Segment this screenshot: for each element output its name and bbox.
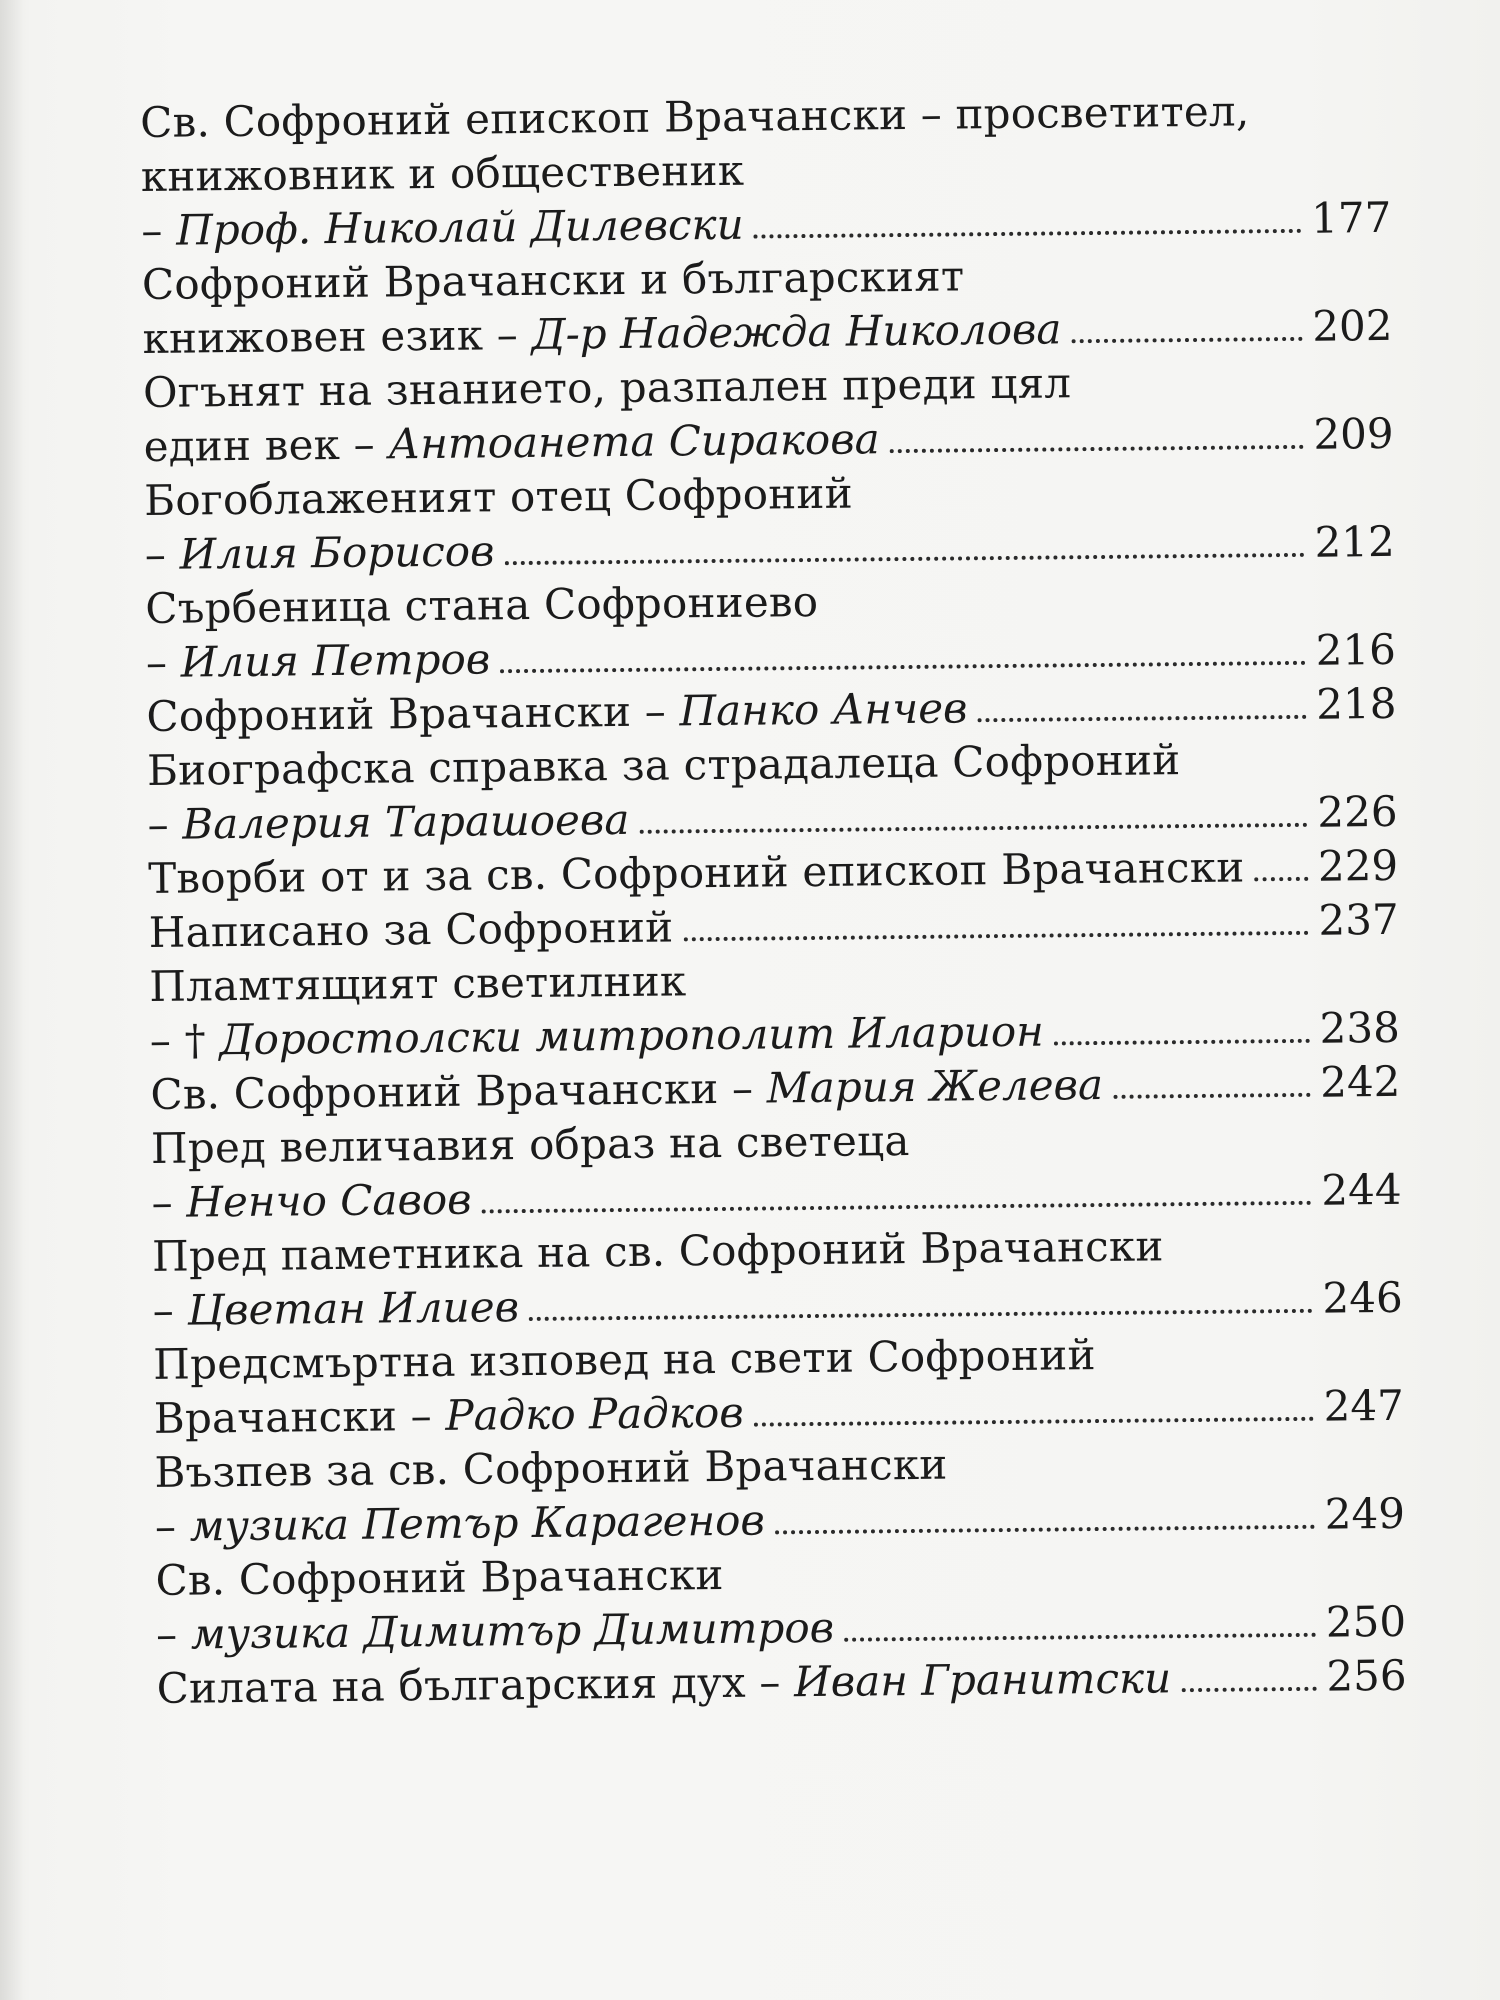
toc-dot-leader: [1054, 1039, 1310, 1046]
toc-entry-title-tail: –: [154, 1501, 191, 1551]
toc-entry-author: Д-р Надежда Николова: [531, 304, 1062, 359]
toc-dot-leader: [505, 553, 1305, 565]
toc-entry-author: Панко Анчев: [679, 683, 968, 736]
toc-entry-title: Св. Софроний Врачански: [155, 1549, 724, 1605]
toc-dot-leader: [1181, 1687, 1316, 1692]
toc-entry-title-tail: Творби от и за св. Софроний епископ Врачански: [147, 842, 1245, 903]
toc-dot-leader: [1113, 1093, 1310, 1099]
toc-page-number[interactable]: 246: [1322, 1272, 1403, 1323]
toc-entry-author: Цветан Илиев: [187, 1282, 520, 1335]
toc-entry: [147, 731, 1398, 852]
toc-entry: [142, 245, 1393, 366]
toc-entry-title-tail: –: [151, 1177, 187, 1227]
table-of-contents: [140, 83, 1407, 1716]
toc-entry-title-tail: книжовен език –: [142, 309, 532, 363]
toc-dot-leader: [1254, 877, 1308, 882]
toc-entry-author: Илия Петров: [180, 634, 491, 687]
toc-entry-title: Биографска справка за страдалеца Софроний: [146, 735, 1181, 795]
toc-page-number[interactable]: 218: [1316, 678, 1397, 729]
toc-entry-author: Доростолски митрополит Иларион: [219, 1006, 1045, 1065]
toc-dot-leader: [754, 229, 1302, 239]
toc-entry-title: Огънят на знанието, разпален преди цял: [142, 358, 1072, 417]
toc-page-number[interactable]: 209: [1313, 408, 1394, 459]
toc-page-number[interactable]: 216: [1315, 624, 1397, 675]
toc-page-number[interactable]: 250: [1325, 1596, 1407, 1647]
toc-dot-leader: [890, 445, 1304, 453]
toc-dot-leader: [529, 1309, 1313, 1321]
toc-dot-leader: [683, 931, 1308, 942]
toc-page-number[interactable]: 247: [1323, 1380, 1405, 1431]
toc-page-number[interactable]: 202: [1312, 300, 1393, 351]
toc-page-number[interactable]: 242: [1319, 1056, 1401, 1107]
toc-page-number[interactable]: 229: [1317, 840, 1399, 891]
toc-entry-title: Предсмъртна изповед на свети Софроний: [153, 1330, 1096, 1389]
toc-entry-title-tail: Софроний Врачански –: [146, 686, 680, 741]
toc-page-number[interactable]: 244: [1321, 1164, 1402, 1215]
toc-entry: [151, 1109, 1402, 1230]
toc-dot-leader: [754, 1417, 1314, 1427]
toc-entry-author: Илия Борисов: [179, 526, 495, 579]
toc-dot-leader: [1072, 337, 1303, 343]
toc-entry-title: Възпев за св. Софроний Врачански: [154, 1439, 948, 1497]
toc-page-number[interactable]: 212: [1314, 516, 1395, 567]
toc-entry-title-tail: Написано за Софроний: [148, 902, 674, 957]
toc-entry: [154, 1433, 1405, 1554]
toc-entry-author: Мария Желева: [766, 1059, 1104, 1113]
toc-entry-author: Иван Гранитски: [793, 1653, 1172, 1707]
toc-entry-title-tail: Врачански –: [153, 1390, 446, 1443]
toc-entry-title-tail: Св. Софроний Врачански –: [150, 1063, 768, 1119]
toc-entry-title-tail: –: [141, 205, 177, 255]
toc-entry: [144, 461, 1395, 582]
toc-page-number[interactable]: 177: [1310, 192, 1392, 243]
toc-entry-title-tail: –: [152, 1285, 188, 1335]
toc-entry-author: музика Петър Карагенов: [189, 1495, 766, 1551]
toc-dot-leader: [500, 661, 1306, 673]
toc-dot-leader: [482, 1201, 1312, 1214]
toc-entry-title-tail: –: [147, 799, 183, 849]
toc-entry-title: книжовник и общественик: [140, 145, 745, 201]
toc-entry: [143, 353, 1394, 474]
toc-page-number[interactable]: 237: [1318, 894, 1399, 945]
toc-entry-title-tail: – †: [149, 1015, 220, 1065]
toc-entry-title: Софроний Врачански и българският: [141, 251, 965, 309]
toc-page-number[interactable]: 238: [1319, 1002, 1401, 1053]
toc-entry-author: Ненчо Савов: [186, 1174, 472, 1227]
toc-entry-title: Сърбеница стана Софрониево: [145, 576, 819, 633]
toc-entry-title-tail: –: [144, 529, 180, 579]
toc-entry: [149, 947, 1400, 1068]
toc-dot-leader: [978, 715, 1307, 722]
toc-entry-author: Валерия Тарашоева: [182, 794, 630, 849]
toc-page-number[interactable]: 256: [1326, 1650, 1407, 1701]
toc-entry-title: Св. Софроний епископ Врачански – просветител,: [140, 86, 1250, 147]
toc-entry-title-tail: –: [145, 637, 181, 687]
toc-entry: [145, 569, 1396, 690]
toc-entry: [153, 1325, 1404, 1446]
toc-page-number[interactable]: 226: [1317, 786, 1398, 837]
toc-dot-leader: [844, 1633, 1316, 1642]
toc-entry: [140, 83, 1392, 258]
toc-page-number[interactable]: 249: [1324, 1488, 1406, 1539]
toc-entry-author: Антоанета Сиракова: [388, 414, 880, 469]
toc-entry-title: Пламтящият светилник: [149, 956, 687, 1011]
toc-entry: [155, 1541, 1406, 1662]
toc-dot-leader: [775, 1525, 1315, 1535]
toc-entry-title-tail: Силата на българския дух –: [156, 1657, 795, 1713]
toc-entry-author: Проф. Николай Дилевски: [175, 199, 744, 255]
toc-entry-author: Радко Радков: [445, 1387, 744, 1440]
toc-entry-title-tail: –: [155, 1609, 192, 1659]
toc-entry-title: Пред паметника на св. Софроний Врачански: [151, 1221, 1164, 1281]
toc-entry-title-tail: един век –: [143, 419, 389, 471]
page-gutter-shadow: [0, 0, 24, 2000]
toc-entry-title: Пред величавия образ на светеца: [150, 1116, 910, 1173]
toc-entry-title: Богоблаженият отец Софроний: [143, 468, 854, 525]
toc-entry-author: музика Димитър Димитров: [190, 1602, 835, 1659]
toc-entry: [152, 1217, 1403, 1338]
toc-dot-leader: [639, 823, 1307, 834]
